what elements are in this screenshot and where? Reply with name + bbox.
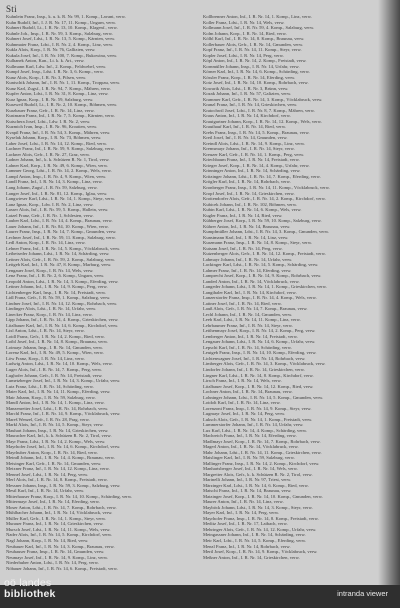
list-entry: Meixner Franz, Inf., I. R. Nr. 14, 12. Komp., Linz, verw. <box>6 466 110 472</box>
list-entry: Markl Alois, Inf., I. R. Nr. 14, 5. Komp., Steyr, verw. <box>6 422 104 428</box>
list-entry: Loidolt Karl, Inf., I. R. Nr. 14, Linz, verw. <box>203 400 281 406</box>
list-entry: Kuhn Rudolf, Inf., I. J. R. Nr. 17, 11. Komp., Ungarn, verw. <box>6 19 117 25</box>
list-entry: Kutsam Josef, Inf., I. R. Nr. 14, Perg, verw. <box>203 245 283 251</box>
list-entry: Mayr Franz, Ldst., I. R. Nr. 14, 2. Komp., Wels, verw. <box>6 438 106 444</box>
list-entry: Ladner Johann, Inf., k. k. Schützen R. Nr. 1, Tirol, verw. <box>6 157 110 163</box>
list-entry: Langwieser Karl, Ldst., I. R. Nr. 14, 1. Komp., Steyr, verw. <box>6 196 115 202</box>
list-entry: Leopold Anton, Ldst., I. R. Nr. 14, 3. Komp., Eferding, verw. <box>6 278 119 284</box>
list-entry: Mennel Josef, Ldst., I. R. Nr. 14, Perg, verw. <box>6 471 89 477</box>
list-entry: Köpl Anton, Inf., I. R. Nr. 14, 2. Komp., Freistadt, verw. <box>203 58 307 64</box>
list-entry: Kreindl Alois, Ldst., I. R. Nr. 14, 9. Komp., Linz, verw. <box>203 140 306 146</box>
list-entry: Lindorfer Johann, Inf., I. R. Nr. 14, Grieskirchen, verw. <box>203 367 305 372</box>
list-entry: Kollerbauer Alois, Gefr., I. R. Nr. 14, Gmunden, verw. <box>203 41 304 47</box>
list-entry: Nöbauer Johann, Inf., I. R. Nr. 14, 6. Komp., Freistadt, verw. <box>6 565 118 571</box>
list-entry: Mauracher Karl, Inf., k. k. Schützen R. Nr. 2, Tirol, verw. <box>6 433 112 439</box>
list-entry: Kuhnert Josef, Ldst., I. R. Nr. 13, 5. Komp., Kärnten, verw. <box>6 36 116 42</box>
list-entry: Marchl Franz, Inf., I. R. Nr. 14, 9. Komp., Vöcklabruck, verw. <box>6 411 121 417</box>
list-entry: Lehner Franz, Inf., I. R. Nr. 14, 5. Komp., Vöcklabruck, verw. <box>6 245 121 251</box>
list-entry: Moser Anton, Ldst., I. R. Nr. 14, 7. Komp., Rohrbach, verw. <box>6 504 117 510</box>
list-entry: Lorenz Karl, Inf., I. R. Nr. 49, 5. Komp., Wien, verw. <box>6 350 104 356</box>
list-entry: Kronberger Franz, Insp., I. R. Nr. 14, 11. Komp., Vöcklabruck, verw. <box>203 184 330 190</box>
list-entry: Kunstmann Karl, Inf., I. R. Nr. 14, Linz, verw. <box>203 234 289 240</box>
list-entry: Mandl Anton, Inf., I. R. Nr. 14, 1. Komp., Linz, verw. <box>6 400 105 406</box>
list-entry: Kvapil Franz, Inf., I. R. Nr. 54, 3. Komp., Mähren, verw. <box>6 129 111 135</box>
list-entry: Kritzinger Johann, Ldst., I. R. Nr. 14, 7. Komp., Eferding, verw. <box>203 173 321 179</box>
list-entry: Lechner Josef, Inf., I. R. Nr. 59, 11. Komp., Salzburg, verw. <box>6 234 116 240</box>
list-entry: Merl Alois, Inf., I. R. Nr. 14, 8. Komp., Freistadt, verw. <box>6 477 108 483</box>
list-entry: Mallinger Franz, Insp., I. R. Nr. 14, 2. Komp., Kirchdorf, verw. <box>203 460 320 466</box>
list-entry: Menzl Franz, Inf., I. R. Nr. 14, Rohrbach, verw. <box>203 543 291 549</box>
list-entry: Linecker Franz, Korp., I. R. Nr. 14, Linz, verw. <box>6 311 93 317</box>
list-entry: Mareš Wenzel, Gefr., I. R. Nr. 28, Prag, verw. <box>6 416 90 422</box>
list-entry: Kuhnmaier Franz, Ldst., I. R. Nr. 2, 4. Komp., Linz, verw. <box>6 41 114 47</box>
page-number: Sti <box>6 4 17 14</box>
list-entry: Lechl Johann, Inf., I. R. Nr. 14, Gmunden, verw. <box>203 311 293 317</box>
list-entry: Kopf Franz, Inf., I. R. Nr. 14, 11. Komp., Steyr, verw. <box>203 47 302 53</box>
list-entry: Leitgeb Karl, Inf., I. R. Nr. 47, 8. Komp., Marburg, verw. <box>6 262 112 268</box>
list-entry: Kreil Josef, Inf., I. R. Nr. 14, Gmunden, verw. <box>203 135 288 141</box>
list-entry: Landl Franz, Inf., I. R. Nr. 14, 3. Komp., Linz, verw. <box>6 179 103 185</box>
list-entry: Lummerstorfer Johann, Inf., I. R. Nr. 14, Urfahr, verw. <box>203 422 304 428</box>
list-entry: Kratochwil Josef, Ldst., I. R. Nr. 8, 7. Komp., Mähren, verw. <box>203 107 315 113</box>
list-entry: Kopler Josef, Ldst., I. R. Nr. 14, Perg, verw. <box>203 52 284 58</box>
list-entry: Meßner Anton, Inf., I. R. Nr. 14, Grieskirchen, verw. <box>203 554 300 560</box>
list-entry: Matschi Franz, Inf., I. R. Nr. 14, Braunau, verw. <box>203 488 292 494</box>
list-entry: Limberger Alois, Gefr., I. R. Nr. 14, 3. Komp., Vöcklabruck, verw. <box>203 361 326 367</box>
list-entry: Meir Karl, Ldst., I. R. Nr. 14, 5. Komp., Eferding, verw. <box>203 537 307 543</box>
logo-line-top: oö landes <box>4 577 52 589</box>
list-entry: Kotz Josef, Inf., I. R. Nr. 14, 10. Komp., Rohrbach, verw. <box>203 80 309 86</box>
list-entry: Machreich Franz, Inf., I. R. Nr. 14, Eferding, verw. <box>203 433 297 439</box>
list-entry: Luksch Alois, Gefr., I. R. Nr. 14, 1. Komp., Freistadt, verw. <box>203 416 313 422</box>
list-entry: Kornmüller Johann, Insp., I. R. Nr. 14, Urfahr, verw. <box>203 63 300 69</box>
list-entry: Maislinger Karl, Inf., I. R. Nr. 59, Salzburg, verw. <box>203 455 295 461</box>
list-entry: Lahner Karl, Korp., I. R. Nr. 49, 6. Komp., Wien, verw. <box>6 162 109 168</box>
list-entry: Manzenreiter Josef, Ldst., I. R. Nr. 14, Rohrbach, verw. <box>6 405 109 411</box>
list-entry: Lugmayr Josef, Inf., I. R. Nr. 14, Perg, verw. <box>203 411 286 417</box>
list-entry: Niederhuber Anton, Ldst., I. R. Nr. 14, Perg, verw. <box>6 560 99 566</box>
list-entry: Lehrbaumer Franz, Inf., I. R. Nr. 14, Steyr, verw. <box>203 322 293 328</box>
list-entry: Lindinger Alois, Ldst., I. R. Nr. 14, Urfahr, verw. <box>6 306 97 312</box>
list-entry: Lackinger Karl, Ldst., I. R. Nr. 14, 5. Komp., Schärding, verw. <box>203 262 319 268</box>
list-entry: Körner Karl, Inf., I. R. Nr. 14, 6. Komp., Schärding, verw. <box>203 69 310 75</box>
list-entry: Mestl Karl, Inf., I. R. Nr. 14, Urfahr, verw. <box>6 488 85 494</box>
list-entry: Kukula Josef, Inf., I. R. Nr. 100, 7. Komp., Bukowina, verw. <box>6 52 118 58</box>
list-entry: Nagl Johann, Korp., I. R. Nr. 14, Ried, verw. <box>6 537 89 543</box>
list-entry: Kriechbaum Franz, Inf., I. R. Nr. 14, Freistadt, verw. <box>203 157 300 163</box>
list-entry: Loidl Franz, Gefr., I. R. Nr. 14, 2. Komp., Ried, verw. <box>6 333 105 339</box>
list-entry: Mertl Josef, Korp., I. R. Nr. 14, 9. Komp., Vöcklabruck, verw. <box>203 549 318 555</box>
list-entry: Kukla Alois, Korp., I. R. Nr. 76, Gallizien, verw. <box>6 47 96 53</box>
left-column <box>6 14 196 571</box>
logo-line-bottom: bibliothek <box>4 588 56 600</box>
list-entry: Neuhauser Franz, Insp., I. R. Nr. 14, Gmunden, verw. <box>6 549 105 555</box>
list-entry: Kunz Karl, Zugsf., I. R. Nr. 94, 7. Komp., Mähren, verw. <box>6 85 111 91</box>
list-entry: Ledl Anton, Korp., I. R. Nr. 14, Linz, verw. <box>6 240 86 246</box>
list-entry: Mahr Johann, Ldst., I. R. Nr. 14, 11. Komp., Grieskirchen, verw. <box>203 449 322 455</box>
list-entry: Murauer Franz, Inf., I. R. Nr. 14, Grieskirchen, verw. <box>6 521 104 527</box>
list-entry: Kutschera Josef, Ldst., Ldw. I. R. Nr. 2, verw. <box>6 118 91 124</box>
list-entry: Kunz Alois, Korp., I. R. Nr. 3, Pilsen, verw. <box>6 74 87 80</box>
list-entry: Lixl Anton, Ldst., I. R. Nr. 14, Steyr, verw. <box>6 328 85 334</box>
list-entry: Kuhnlein Franz, Insp., k. u. k. R. Nr. 99, 1. Komp., Lavant, verw. <box>6 14 126 19</box>
list-entry: Kullmann Karl, Ldw. Inf., 2. Komp., Feldwebel, verw. <box>6 63 107 69</box>
list-entry: Lamprecht Josef, Korp., I. R. Nr. 14, 9. Komp., Rohrbach, verw. <box>203 273 322 279</box>
list-entry: Kumpf Josef, Insp., Ldst. I. R. Nr. 3, 6. Komp., verw. <box>6 69 104 75</box>
list-entry: Lichtenwagner Josef, Inf., I. R. Nr. 14, Rohrbach, verw. <box>203 355 306 361</box>
list-entry: Loibl Josef, Inf., I. R. Nr. 14, 8. Komp., Braunau, verw. <box>6 339 109 345</box>
list-entry: Latzel Franz, Gefr., I. R. Nr. 1, Schlesien, verw. <box>6 212 94 218</box>
list-entry: Mittermayr Josef, Inf., I. R. Nr. 14, Eferding, verw. <box>6 499 100 505</box>
list-entry: Manhartsberger Josef, Inf., I. R. Nr. 14, Wels, verw. <box>203 466 298 472</box>
list-entry: Krautgartner Johann, Korp., I. R. Nr. 14, 12. Komp., Wels, verw. <box>203 118 322 124</box>
right-column <box>203 14 388 560</box>
list-entry: Mayrhofer Josef, Inf., I. R. Nr. 14, 6. Komp., Kirchdorf, verw. <box>6 444 121 450</box>
list-entry: Lachner Franz, Inf., I. R. Nr. 59, 9. Komp., Salzburg, verw. <box>6 146 115 152</box>
list-entry: Meisinger Karl, Gefr., I. R. Nr. 14, Gmunden, verw. <box>6 460 102 466</box>
list-entry: Kuhnert Rudolf, Lt., I. R. Nr. 13, 10. Komp., Klagenf., verw. <box>6 25 118 31</box>
list-entry: Krinninger Anton, Inf., I. R. Nr. 14, Schärding, verw. <box>203 168 301 174</box>
list-entry: Kührer Anton, Inf., I. R. Nr. 14, Braunau, verw. <box>203 223 291 229</box>
list-entry: Marinelli Johann, Inf., I. R. Nr. 97, Triest, verw. <box>203 477 292 483</box>
list-entry: Krottendorfer Alois, Gefr., I. R. Nr. 14, 2. Komp., Kirchdorf, verw. <box>203 196 326 202</box>
list-entry: Kowarik Alois, Ldst., I. R. Nr. 3, Brünn, verw. <box>203 85 289 91</box>
list-entry: Kugler Franz, Inf., I. R. Nr. 14, Ried, verw. <box>203 212 283 218</box>
list-entry: Lanz Ignaz, Korp., Ldw. I. R. Nr. 2, Linz, verw. <box>6 201 94 207</box>
list-entry: Leitner Alois, Gefr., I. R. Nr. 59, 2. Komp., Salzburg, verw. <box>6 256 116 262</box>
list-entry: Kurzweil Rudolf, Lt., I. R. Nr. 2, 10. Komp., Böhmen, verw. <box>6 102 118 108</box>
list-entry: Kustmann Franz, Inf., I. R. Nr. 7, 5. Komp., Kärnten, verw. <box>6 113 115 119</box>
list-entry: Kyselak Johann, Korp., I. R. Nr. 73, Böhmen, verw. <box>6 135 102 141</box>
list-entry: Lindner Josef, Inf., I. R. Nr. 14, 12. Komp., Rohrbach, verw. <box>6 300 118 306</box>
list-entry: Lengauer Johann, Ldst., I. R. Nr. 14, 6. Komp., Urfahr, verw. <box>203 339 316 345</box>
list-entry: Lux Karl, Ldst., I. R. Nr. 14, 4. Komp., Schärding, verw. <box>203 427 308 433</box>
list-entry: Lutz Franz, Ldst., I. R. Nr. 14, Schärding, verw. <box>6 383 94 389</box>
list-entry: Lughofer Johann, Gefr., I. R. Nr. 14, Freistadt, verw. <box>6 372 103 378</box>
list-entry: Meindl Johann, Inf., I. R. Nr. 14, 4. Komp., Braunau, verw. <box>6 455 115 461</box>
list-entry: Lepschi Karl, Inf., I. R. Nr. 14, Schärding, verw. <box>203 344 292 350</box>
list-entry: Langeder Johann, Ldst., I. R. Nr. 14, 1. Komp., Grieskirchen, verw. <box>203 284 327 290</box>
list-entry: Kubin Karl, Ldst., I. R. Nr. 14, 6. Komp., Wels, verw. <box>203 207 302 213</box>
list-entry: Lauß Alois, Gefr., I. R. Nr. 14, 7. Komp., Braunau, verw. <box>203 306 308 312</box>
list-entry: Kössler Franz, Korp., I. R. Nr. 14, Eferding, verw. <box>203 74 296 80</box>
list-entry: Magerl Anton, Inf., I. R. Nr. 14, Vöcklabruck, verw. <box>203 444 299 450</box>
list-entry: Mauhart Johann, Insp., I. R. Nr. 14, Grieskirchen, verw. <box>6 427 109 433</box>
list-entry: Kumpfmüller Johann, Ldst., I. R. Nr. 14, 3. Komp., Gmunden, verw. <box>203 229 330 235</box>
list-entry: Lampl Anton, Insp., I. R. Nr. 4, 9. Komp., Wien, verw. <box>6 173 107 179</box>
list-entry: Kurz Ignaz, Korp., I. R. Nr. 59, Salzburg, verw. <box>6 96 94 102</box>
list-entry: Lohninger Johann, Ldst., I. R. Nr. 14, 5. Komp., Gmunden, verw. <box>203 394 324 400</box>
list-entry: Lenz Franz, Inf., I. R. Nr. 2, 6. Komp., Ungarn, verw. <box>6 273 105 279</box>
list-entry: Kollbrenner Anton, Inf., I. R. Nr. 14, 1. Komp., Linz, verw. <box>203 14 312 19</box>
list-entry: Leutgeb Franz, Insp., I. R. Nr. 14, 10. Komp., Eferding, verw. <box>203 350 317 356</box>
list-entry: Krieger Josef, Korp., I. R. Nr. 14, 4. Komp., Urfahr, verw. <box>203 162 310 168</box>
list-entry: Koller Franz, Ldst., I. R. Nr. 14, Wels, verw. <box>203 19 285 25</box>
list-entry: Kreuzer Karl, Gefr., I. R. Nr. 14, 1. Komp., Perg, verw. <box>203 151 305 157</box>
list-entry: Lingner Karl, Ldst., I. R. Nr. 14, 8. Komp., Kirchdorf, verw. <box>203 372 314 378</box>
list-entry: Kuhnle Joh., Insp., I. R. Nr. 59, 3. Komp., Salzburg, verw. <box>6 30 113 36</box>
list-entry: Litzlbauer Karl, Inf., I. R. Nr. 14, 6. Komp., Kirchdorf, verw. <box>6 322 119 328</box>
list-entry: Margreiter Alois, Gefr., k. k. Schützen R. Nr. 2, Tirol, verw. <box>203 471 313 477</box>
list-entry: Kurzmann Franz, Insp., I. R. Nr. 14, 8. Komp., Steyr, verw. <box>203 240 312 246</box>
list-entry: Kutzenberger Alois, Gefr., I. R. Nr. 14, 12. Komp., Freistadt, verw. <box>203 251 326 257</box>
list-entry: Lang Johann, Zugsf., I. R. Nr. 59, Salzburg, verw. <box>6 184 98 190</box>
list-entry: Mehringer Alois, Gefr., I. R. Nr. 14, 12. Komp., Urfahr, verw. <box>203 526 317 532</box>
list-entry: Meingassner Johann, Inf., I. R. Nr. 14, Schärding, verw. <box>203 532 306 538</box>
list-entry: Kuntschik Johann, Inf., I. R. Nr. 1, 11. Komp., Troppau, verw. <box>6 80 121 86</box>
list-entry: Lackner Alois, Gefr., I. R. Nr. 27, Graz, verw. <box>6 151 91 157</box>
list-entry: Leeb Karl, Ldst., I. R. Nr. 14, 11. Komp., Linz, verw. <box>203 317 301 323</box>
list-entry: Krögler Karl, Inf., I. R. Nr. 14, Rohrbach, verw. <box>203 179 291 185</box>
list-entry: Müller Karl, Gefr., I. R. Nr. 14, 1. Komp., Steyr, verw. <box>6 515 107 521</box>
list-entry: Langer Josef, Inf., I. R. Nr. 81, 12. Komp., Iglau, verw. <box>6 190 108 196</box>
list-entry: Lidl Franz, Gefr., I. R. Nr. 59, 1. Komp., Salzburg, verw. <box>6 295 111 301</box>
list-entry: Kropf Josef, Inf., I. R. Nr. 14, Grieskirchen, verw. <box>203 190 295 196</box>
list-entry: Laurer Franz, Insp., I. R. Nr. 14, 7. Komp., Gmunden, verw. <box>6 229 117 235</box>
viewer-label[interactable]: intranda viewer <box>337 589 388 598</box>
list-entry: Nader Alois, Inf., I. R. Nr. 14, 5. Komp., Kirchdorf, verw. <box>6 532 113 538</box>
list-entry: Krebs Franz, Insp., I. R. Nr. 14, 5. Komp., Braunau, verw. <box>203 129 310 135</box>
list-entry: Krauthauf Karl, Inf., I. R. Nr. 14, Ried, verw. <box>203 124 287 130</box>
list-entry: Mayrhuber Anton, Korp., I. R. Nr. 14, Ried, verw. <box>6 449 98 455</box>
list-entry: Leithenmayr Josef, Korp., I. R. Nr. 14, 2. Komp., Perg, verw. <box>203 328 316 334</box>
list-entry: Mayböck Johann, Ldst., I. R. Nr. 14, 3. Komp., Steyr, verw. <box>203 504 313 510</box>
list-entry: Lasser Alois, Inf., I. R. Nr. 59, 5. Komp., Hallein, verw. <box>6 207 109 213</box>
list-entry: Luger Alois, Inf., I. R. Nr. 14, 7. Komp., Perg, verw. <box>6 367 103 372</box>
list-entry: Kranzl Franz, Inf., I. R. Nr. 14, Grieskirchen, verw. <box>203 102 298 108</box>
list-entry: Ludwig Anton, Ldst., I. R. Nr. 14, 10. Komp., Wels, verw. <box>6 361 113 367</box>
list-entry: Lammer Georg, Ldst., I. R. Nr. 14, 2. Komp., Wels, verw. <box>6 168 112 174</box>
list-entry: Lattner Josef, Inf., I. R. Nr. 14, Ried, verw. <box>203 300 282 306</box>
list-entry: Kollmann Josef, Inf., I. R. Nr. 59, 4. Komp., Salzburg, verw. <box>203 25 315 31</box>
list-entry: Lahmer Franz, Inf., I. R. Nr. 14, Eferding, verw. <box>203 267 292 273</box>
list-entry: Kolm Johann, Korp., I. R. Nr. 14, Ried, verw. <box>203 30 287 36</box>
list-entry: Kurzbauer Franz, Gefr., I. R. Nr. 14, Linz, verw. <box>6 107 95 113</box>
list-entry: Märzinger Karl, Ldst., I. R. Nr. 14, 6. Komp., Ried, verw. <box>203 482 309 488</box>
list-entry: Loimayr Johann, Insp., I. R. Nr. 14, Gmunden, verw. <box>6 344 104 350</box>
list-entry: Mayer Karl, Inf., I. R. Nr. 14, Perg, verw. <box>203 510 280 516</box>
list-entry: Mayrhofer Franz, Insp., I. R. Nr. 14, 8. Komp., Freistadt, verw. <box>203 515 319 521</box>
list-entry: Mühlbacher Johann, Inf., I. R. Nr. 14, Vöcklabruck, verw. <box>6 510 113 516</box>
list-entry: Lorenzoni Franz, Insp., I. R. Nr. 14, 9. Komp., Steyr, verw. <box>203 405 312 411</box>
list-entry: Kuzmich Ivan, Insp., I. R. Nr. 96, Kroatien, verw. <box>6 124 98 130</box>
list-entry: Lumetzberger Josef, Inf., I. R. Nr. 14, 3. Komp., Urfahr, verw. <box>6 378 121 384</box>
list-entry: Krammer Karl, Gefr., I. R. Nr. 14, 3. Komp., Vöcklabruck, verw. <box>203 96 323 102</box>
list-entry: Lauber Karl, Ldst., I. R. Nr. 14, 4. Komp., Braunau, verw. <box>6 218 113 224</box>
list-entry: Langthaler Karl, Inf., I. R. Nr. 14, Kirchdorf, verw. <box>203 289 297 295</box>
list-entry: Kupfer Anton, Ldst., I. R. Nr. 31, 8. Komp., Linz, verw. <box>6 91 109 97</box>
list-entry: Lemberger Anton, Inf., I. R. Nr. 14, Freistadt, verw. <box>203 333 298 339</box>
list-entry: Lanzerstorfer Franz, Insp., I. R. Nr. 14, 4. Komp., Wels, verw. <box>203 295 317 301</box>
list-entry: Meditz Josef, Inf., I. R. Nr. 17, Laibach, verw. <box>203 521 288 527</box>
list-entry: Lichtenberger Karl, Insp., I. R. Nr. 14, Freistadt, verw. <box>6 289 107 295</box>
list-entry: Lipp Johann, Inf., I. R. Nr. 14, 4. Komp., Grieskirchen, verw. <box>6 317 119 323</box>
list-entry: Löw Franz, Korp., I. R. Nr. 14, Linz, verw. <box>6 355 85 361</box>
list-entry: Landerl Anton, Inf., I. R. Nr. 14, Vöcklabruck, verw. <box>203 278 300 284</box>
list-entry: Lettner Johann, Inf., I. R. Nr. 14, 9. Komp., Perg, verw. <box>6 284 108 290</box>
list-entry: Lauer Johann, Inf., I. R. Nr. 84, 10. Komp., Wien, verw. <box>6 223 109 229</box>
list-entry: Neubauer Karl, Inf., I. R. Nr. 14, 3. Komp., Braunau, verw. <box>6 543 115 549</box>
list-entry: Neumayr Josef, Inf., I. R. Nr. 14, 9. Komp., Linz, verw. <box>6 554 109 560</box>
list-entry: Mursch Josef, Ldst., I. R. Nr. 14, 11. Komp., Wels, verw. <box>6 526 111 532</box>
list-entry: Lengauer Josef, Korp., I. R. Nr. 14, Wels, verw. <box>6 267 94 273</box>
list-entry: Kozak Johann, Inf., I. R. Nr. 57, Galizien, verw. <box>203 91 292 97</box>
list-entry: Kubicek Johann, Inf., I. R. Nr. 102, Böhmen, verw. <box>203 201 297 207</box>
list-entry: Mitterhauser Franz, Korp., I. R. Nr. 14, 10. Komp., Schärding, verw. <box>6 493 133 499</box>
list-entry: Kölbl Karl, Inf., I. R. Nr. 14, 8. Komp., Braunau, verw. <box>203 36 305 42</box>
list-entry: Lochner Anton, Inf., I. R. Nr. 14, Braunau, verw. <box>203 389 293 395</box>
list-entry: Kühberger Josef, Korp., I. R. Nr. 59, 10. Komp., Salzburg, verw. <box>203 218 322 224</box>
list-entry: Labmayr Johann, Inf., I. R. Nr. 14, Urfahr, verw. <box>203 256 293 262</box>
list-entry: Kremsmayr Johann, Inf., I. R. Nr. 14, Steyr, verw. <box>203 146 295 152</box>
list-entry: Lirsch Franz, Inf., I. R. Nr. 14, Wels, verw. <box>203 378 282 384</box>
list-entry: Maurer Anton, Inf., I. R. Nr. 14, Linz, verw. <box>203 499 284 505</box>
library-logo[interactable] <box>4 578 56 600</box>
list-entry: Matzinger Josef, Korp., I. R. Nr. 14, 10. Komp., Gmunden, verw. <box>203 493 323 499</box>
list-entry: Kulhanek Anton, Kan., Lt. k. k. Art., verw. <box>6 58 85 64</box>
list-entry: Litzlbauer Josef, Korp., I. R. Nr. 14, 12. Komp., Ried, verw. <box>203 383 314 389</box>
list-entry: Mair Johann, Korp., I. R. Nr. 59, Salzburg, verw. <box>6 394 96 400</box>
list-entry: Maier Karl, Inf., I. R. Nr. 14, 11. Komp., Eferding, verw. <box>6 389 111 395</box>
list-entry: Madlmayr Josef, Korp., I. R. Nr. 14, 7. Komp., Rohrbach, verw. <box>203 438 321 444</box>
list-entry: Laber Josef, Ldst., I. R. Nr. 14, 12. Komp., Ried, verw. <box>6 140 108 146</box>
list-entry: Leibetseder Johann, Ldst., I. R. Nr. 14, Schärding, verw. <box>6 251 110 257</box>
list-entry: Kraus Anton, Inf., I. R. Nr. 14, Kirchdorf, verw. <box>203 113 291 119</box>
list-entry: Messner Johann, Insp., I. R. Nr. 59, 3. Komp., Salzburg, verw. <box>6 482 121 488</box>
